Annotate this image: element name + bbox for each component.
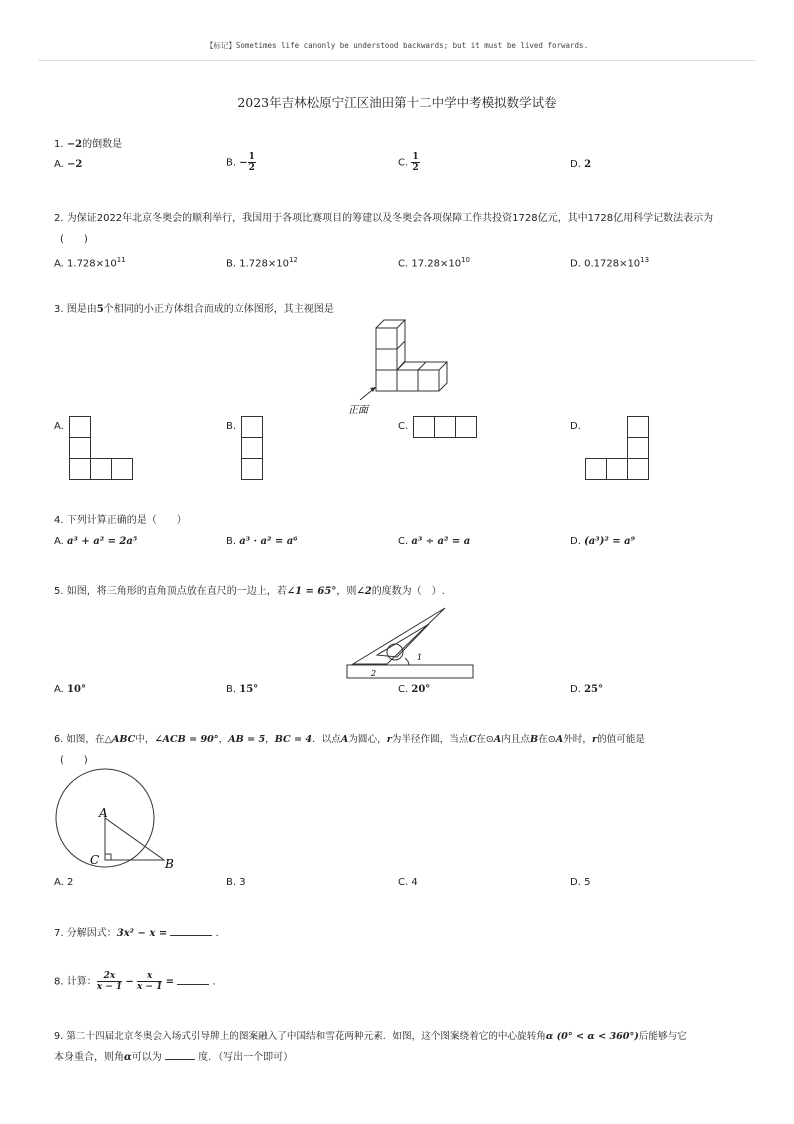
q9-stem-line2: 本身重合，则角α可以为 度．（写出一个即可） [54, 1052, 294, 1063]
q8-stem: 8. 计算： $\frac{2x}{x - 1}$ − $\frac{x}{x - 1}$ = ． [54, 971, 223, 992]
q1-option-d[interactable]: D. 2 [570, 159, 592, 170]
q6-circle-triangle-figure [54, 774, 179, 872]
front-label: 正面 [348, 405, 368, 416]
q3-option-b-view [241, 416, 265, 482]
q3-option-b[interactable]: B. [226, 421, 237, 432]
header-divider [38, 60, 756, 61]
q6-option-d[interactable]: D. 5 [570, 877, 591, 888]
q1-option-a[interactable]: A. −2 [54, 159, 83, 170]
q6-option-a[interactable]: A. 2 [54, 877, 74, 888]
point-a-label: A [99, 806, 108, 820]
q9-stem-line1: 9. 第二十四届北京冬奥会入场式引导牌上的图案融入了中国结和雪花两种元素．如图，这个图案绕着它的中心旋转角α (0° < α < 360°)后能够与它 [54, 1031, 687, 1042]
q6-option-c[interactable]: C. 4 [398, 877, 418, 888]
q3-option-a-view [69, 416, 135, 482]
q5-option-d[interactable]: D. 25° [570, 684, 603, 695]
q4-option-c[interactable]: C. a³ ÷ a² = a [398, 536, 471, 547]
q3-option-c-view [413, 416, 479, 440]
q3-stem: 3. 图是由5个相同的小正方体组合而成的立体图形，其主视图是 [54, 304, 334, 315]
q5-stem: 5. 如图，将三角形的直角顶点放在直尺的一边上，若∠1 = 65°，则∠2的度数为（ ）. [54, 586, 445, 597]
q5-option-a[interactable]: A. 10° [54, 684, 86, 695]
q3-option-d-view [585, 416, 651, 482]
q4-option-a[interactable]: A. a³ + a² = 2a⁵ [54, 536, 138, 547]
q3-option-d[interactable]: D. [570, 421, 581, 432]
q1-stem: 1. −2的倒数是 [54, 139, 123, 150]
q4-option-b[interactable]: B. a³ · a² = a⁶ [226, 536, 298, 547]
q5-option-b[interactable]: B. 15° [226, 684, 259, 695]
q6-stem-line2: ( ) [60, 755, 88, 766]
q2-stem-line2: ( ) [60, 234, 88, 245]
q4-stem: 4. 下列计算正确的是（ ） [54, 515, 187, 526]
q1-option-c[interactable]: C. $\frac{1}{2}$ [398, 152, 419, 173]
q7-stem: 7. 分解因式：3x² − x = ． [54, 928, 226, 939]
q9-answer-blank[interactable] [165, 1050, 195, 1060]
q8-answer-blank[interactable] [177, 975, 209, 985]
angle-1-label: 1 [417, 653, 423, 662]
q4-option-d[interactable]: D. (a³)² = a⁹ [570, 536, 635, 547]
q2-option-d[interactable]: D. $0.1728\times 10^{13}$ [570, 256, 650, 270]
q2-option-b[interactable]: B. $1.728\times 10^{12}$ [226, 256, 298, 270]
q3-option-c[interactable]: C. [398, 421, 409, 432]
q3-cube-figure [340, 316, 460, 420]
q2-option-a[interactable]: A. $1.728\times 10^{11}$ [54, 256, 126, 270]
q5-option-c[interactable]: C. 20° [398, 684, 431, 695]
q6-stem-line1: 6. 如图，在△ABC中，∠ACB = 90°，AB = 5，BC = 4．以点A为圆心，r为半径作圆，当点C在⊙A内且点B在⊙A外时，r的值可能是 [54, 734, 646, 745]
q6-option-b[interactable]: B. 3 [226, 877, 246, 888]
q2-option-c[interactable]: C. $17.28\times 10^{10}$ [398, 256, 471, 270]
point-b-label: B [165, 857, 174, 871]
q3-option-a[interactable]: A. [54, 421, 64, 432]
angle-2-label: 2 [371, 669, 377, 678]
exam-title: 2023年吉林松原宁江区油田第十二中学中考模拟数学试卷 [237, 95, 557, 110]
page-header: 【标记】Sometimes life canonly be understood backwards; but it must be lived forwards. [205, 41, 589, 50]
q2-stem-line1: 2. 为保证2022年北京冬奥会的顺利举行，我国用于各项比赛项目的筹建以及冬奥会各项保障工作共投资1728亿元，其中1728亿用科学记数法表示为 [54, 213, 714, 224]
q1-option-b[interactable]: B. − $\frac{1}{2}$ [226, 152, 255, 173]
q5-ruler-triangle-figure [345, 606, 477, 680]
q7-answer-blank[interactable] [170, 926, 212, 936]
point-c-label: C [90, 853, 100, 867]
